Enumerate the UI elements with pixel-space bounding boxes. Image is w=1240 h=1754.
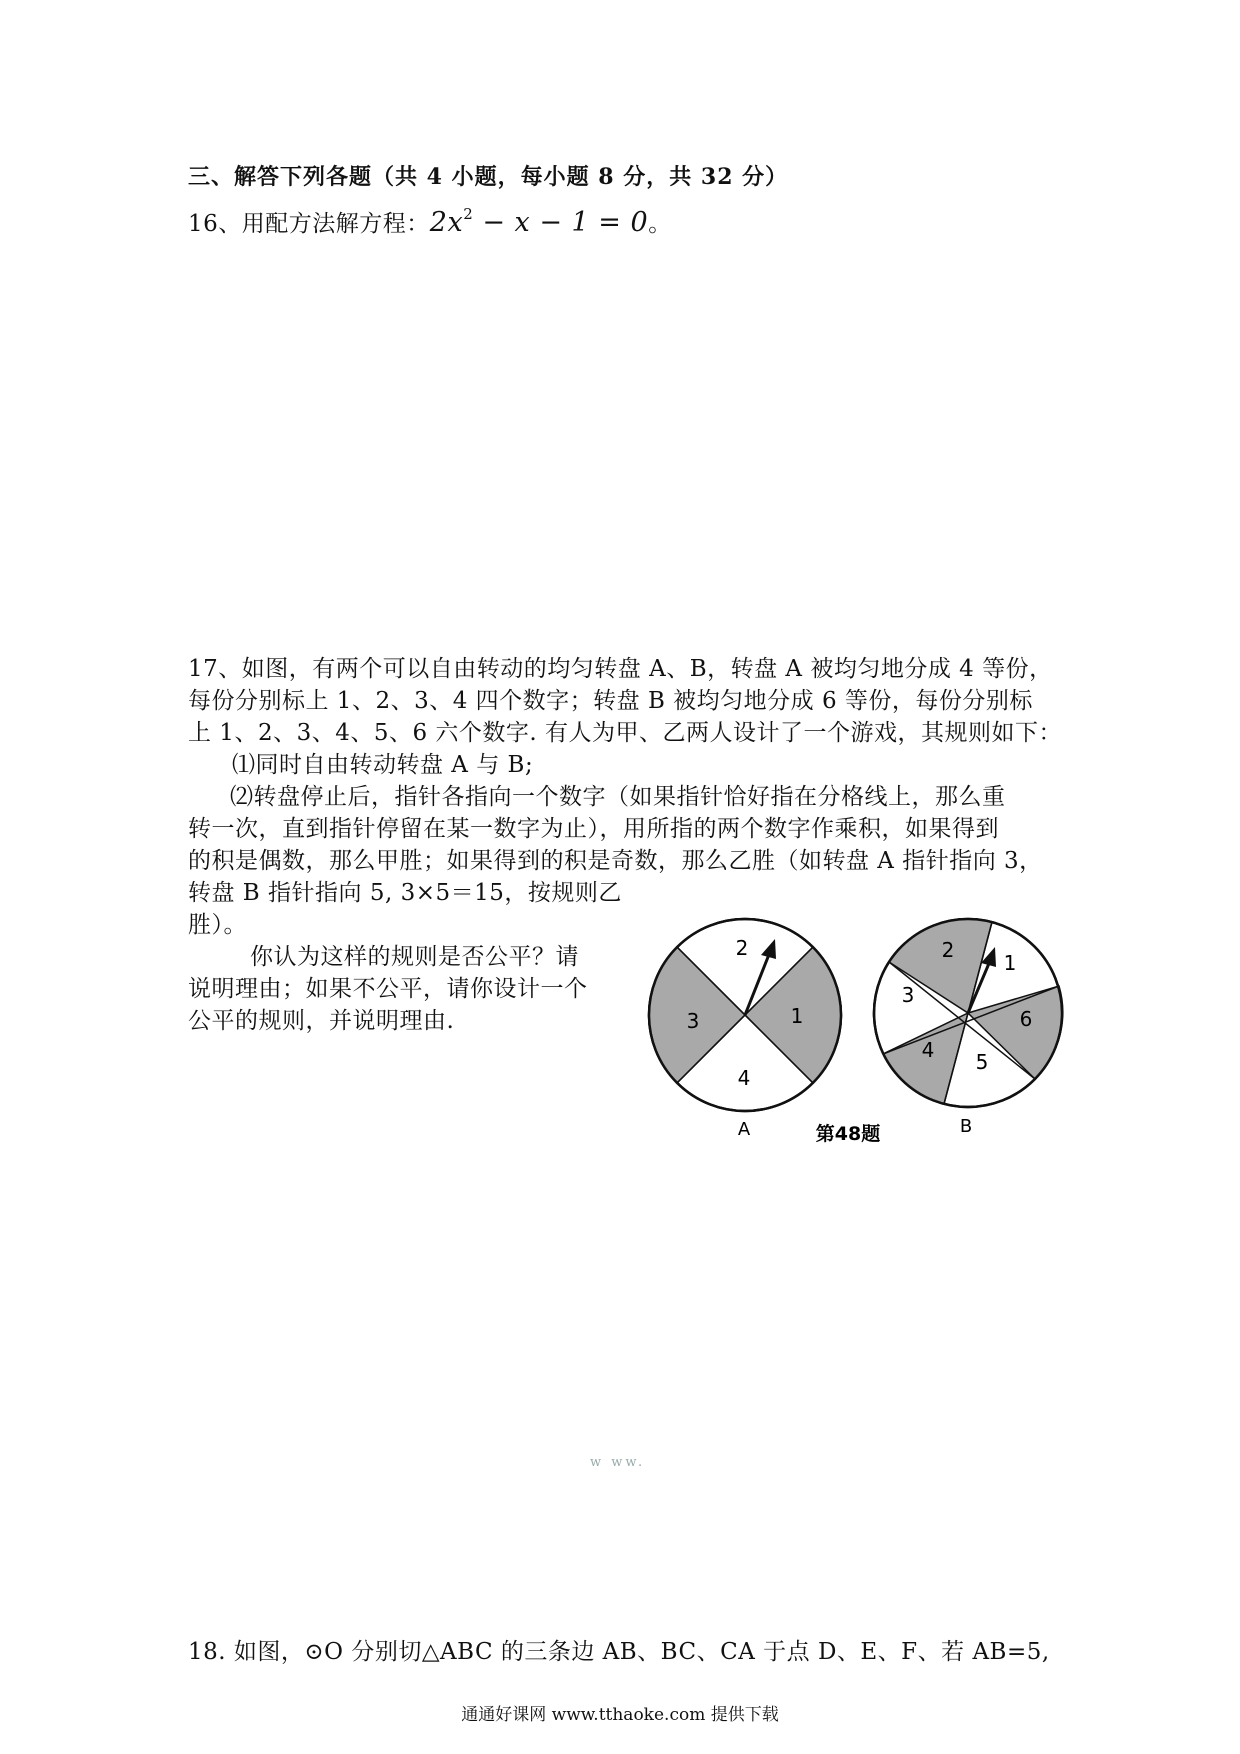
spinner-a (649, 919, 841, 1111)
spinner-b-label-3: 3 (901, 983, 915, 1007)
spinner-a-label-1: 1 (790, 1004, 804, 1028)
q17-line-9: 胜）。 (188, 912, 247, 938)
q17-line-10: 你认为这样的规则是否公平？请 (250, 944, 579, 970)
q17-line-12: 公平的规则，并说明理由. (188, 1008, 455, 1034)
q17-line-11: 说明理由；如果不公平，请你设计一个 (188, 976, 588, 1002)
q17-rule-1: ⑴同时自由转动转盘 A 与 B; (232, 752, 534, 778)
question-16 (188, 205, 672, 238)
spinner-a-label-2: 2 (735, 936, 749, 960)
question-18: 18. 如图，⊙O 分别切△ABC 的三条边 AB、BC、CA 于点 D、E、F、若 AB=5, (188, 1639, 1050, 1665)
q17-line-2: 每份分别标上 1、2、3、4 四个数字；转盘 B 被均匀地分成 6 等份，每份分别标 (188, 688, 1033, 714)
spinner-b-label-4: 4 (921, 1038, 935, 1062)
spinner-b-label-2: 2 (941, 938, 955, 962)
spinner-b-label-5: 5 (975, 1050, 989, 1074)
section-title: 三、解答下列各题（共 4 小题，每小题 8 分，共 32 分） (188, 164, 789, 190)
q16-prefix: 16、用配方法解方程： (188, 211, 430, 237)
spinner-b-title: B (959, 1116, 973, 1137)
spinner-a-label-4: 4 (737, 1066, 751, 1090)
spinner-a-label-3: 3 (686, 1009, 700, 1033)
spinner-b (874, 919, 1063, 1107)
q17-line-3: 上 1、2、3、4、5、6 六个数字. 有人为甲、乙两人设计了一个游戏，其规则如下： (188, 720, 1063, 746)
spinner-b-label-1: 1 (1003, 951, 1017, 975)
q17-line-6: 转一次，直到指针停留在某一数字为止），用所指的两个数字作乘积，如果得到 (188, 816, 999, 842)
q17-line-8: 转盘 B 指针指向 5, 3×5＝15，按规则乙 (188, 880, 622, 906)
spinner-b-label-6: 6 (1019, 1007, 1033, 1031)
spinner-a-title: A (737, 1119, 751, 1140)
q17-line-7: 的积是偶数，那么甲胜；如果得到的积是奇数，那么乙胜（如转盘 A 指针指向 3， (188, 848, 1043, 874)
q17-rule-2: ⑵转盘停止后，指针各指向一个数字（如果指针恰好指在分格线上，那么重 (230, 784, 1006, 810)
q16-equation: $2x^2 - x - 1 = 0$ (429, 205, 649, 238)
watermark: w ww. (590, 1455, 646, 1470)
q16-suffix: 。 (648, 211, 672, 237)
q17-line-1: 17、如图，有两个可以自由转动的均匀转盘 A、B，转盘 A 被均匀地分成 4 等份， (188, 656, 1053, 682)
footer: 通通好课网 www.tthaoke.com 提供下载 (461, 1705, 779, 1725)
figure-caption: 第48题 (815, 1123, 881, 1145)
spinner-figure (630, 895, 1080, 1155)
